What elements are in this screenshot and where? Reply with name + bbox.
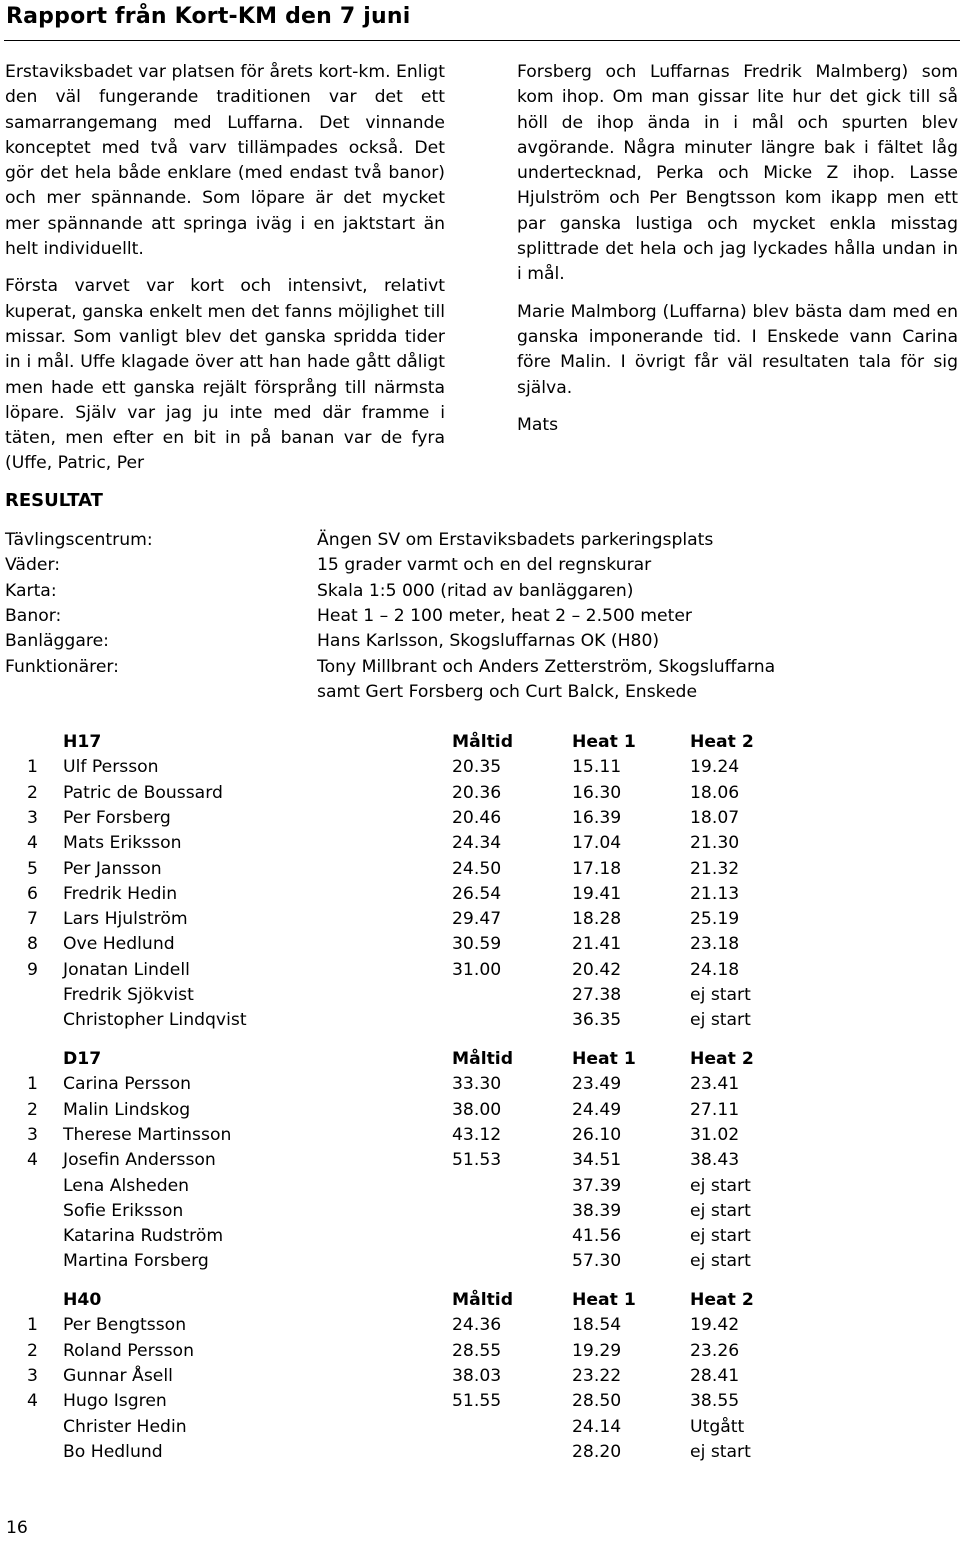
total-time: 38.03 bbox=[452, 1365, 502, 1386]
info-label: Tävlingscentrum: bbox=[5, 530, 153, 550]
result-row bbox=[0, 1315, 960, 1340]
result-row bbox=[0, 833, 960, 858]
info-label: Funktionärer: bbox=[5, 656, 119, 677]
placing: 7 bbox=[27, 909, 38, 930]
result-row bbox=[0, 960, 960, 985]
heat2-time: Utgått bbox=[690, 1416, 745, 1437]
heat2-time: 27.11 bbox=[690, 1099, 740, 1120]
runner-name: Christer Hedin bbox=[63, 1416, 187, 1437]
total-time: 20.36 bbox=[452, 782, 502, 803]
heat2-time: ej start bbox=[690, 1010, 751, 1031]
heat1-time: 16.30 bbox=[572, 782, 622, 803]
total-time: 26.54 bbox=[452, 883, 502, 904]
runner-name: Per Jansson bbox=[63, 858, 162, 879]
heat1-time: 19.29 bbox=[572, 1340, 622, 1361]
total-time: 24.50 bbox=[452, 858, 502, 879]
heat2-time: ej start bbox=[690, 1441, 751, 1462]
heat1-time: 23.22 bbox=[572, 1365, 622, 1386]
class-header-row bbox=[0, 732, 960, 757]
placing: 3 bbox=[27, 1124, 38, 1145]
placing: 4 bbox=[27, 1150, 38, 1171]
result-row bbox=[0, 1074, 960, 1099]
heat2-time: ej start bbox=[690, 1175, 751, 1196]
heat2-time: 18.07 bbox=[690, 807, 740, 828]
heat1-time: 23.49 bbox=[572, 1074, 622, 1095]
placing: 6 bbox=[27, 883, 38, 904]
total-time: 38.00 bbox=[452, 1099, 502, 1120]
page-title: Rapport från Kort-KM den 7 juni bbox=[6, 4, 411, 29]
runner-name: Patric de Boussard bbox=[63, 782, 223, 803]
heat2-time: 19.42 bbox=[690, 1315, 740, 1336]
result-row bbox=[0, 1201, 960, 1226]
runner-name: Per Bengtsson bbox=[63, 1315, 187, 1336]
heat2-time: 28.41 bbox=[690, 1365, 740, 1386]
runner-name: Hugo Isgren bbox=[63, 1391, 167, 1412]
placing: 2 bbox=[27, 1340, 38, 1361]
result-row bbox=[0, 757, 960, 782]
page-number: 16 bbox=[6, 1518, 28, 1538]
runner-name: Fredrik Hedin bbox=[63, 883, 178, 904]
runner-name: Bo Hedlund bbox=[63, 1441, 163, 1462]
placing: 8 bbox=[27, 934, 38, 955]
article-left-column bbox=[5, 60, 445, 477]
placing: 1 bbox=[27, 1074, 38, 1095]
info-value: Hans Karlsson, Skogsluffarnas OK (H80) bbox=[317, 631, 660, 652]
heat2-time: 23.18 bbox=[690, 934, 740, 955]
info-value: Heat 1 – 2 100 meter, heat 2 – 2.500 meter bbox=[317, 605, 693, 626]
placing: 1 bbox=[27, 1315, 38, 1336]
heat2-time: 21.13 bbox=[690, 883, 740, 904]
column-header-heat1: Heat 1 bbox=[572, 1290, 636, 1310]
info-label: Karta: bbox=[5, 580, 57, 601]
class-name: D17 bbox=[63, 1049, 102, 1069]
heat1-time: 41.56 bbox=[572, 1226, 622, 1247]
total-time: 28.55 bbox=[452, 1340, 502, 1361]
article-paragraph: Marie Malmborg (Luffarna) blev bästa dam med en ganska imponerande tid. I Enskede vann Carina före Malin. I övrigt får väl resultaten tala för sig själva. bbox=[517, 301, 958, 398]
total-time: 51.53 bbox=[452, 1150, 502, 1171]
heat1-time: 57.30 bbox=[572, 1251, 622, 1272]
article-paragraph: Erstaviksbadet var platsen för årets kort-km. Enligt den väl fungerande traditionen var det ett samarrangemang med Luffarna. Det vinnande konceptet med två varv tillämpades också. Det gör det hela både enklare (med endast två banor) och mer spännande. Som löpare är det mycket mer spännande att springa iväg i en jaktstart än helt individuellt. bbox=[5, 62, 445, 260]
article-signature: Mats bbox=[517, 414, 559, 435]
results-heading: RESULTAT bbox=[5, 490, 103, 511]
column-header-total: Måltid bbox=[452, 1049, 514, 1069]
runner-name: Gunnar Åsell bbox=[63, 1365, 173, 1386]
heat1-time: 17.04 bbox=[572, 833, 622, 854]
class-header-row bbox=[0, 1049, 960, 1074]
runner-name: Mats Eriksson bbox=[63, 833, 182, 854]
placing: 9 bbox=[27, 959, 38, 980]
heat1-time: 17.18 bbox=[572, 858, 622, 879]
heat2-time: ej start bbox=[690, 985, 751, 1005]
class-name: H40 bbox=[63, 1290, 102, 1310]
info-label: Väder: bbox=[5, 555, 60, 576]
class-header-row bbox=[0, 1290, 960, 1315]
runner-name: Ove Hedlund bbox=[63, 934, 175, 955]
runner-name: Lena Alsheden bbox=[63, 1175, 190, 1196]
heat2-time: 18.06 bbox=[690, 782, 740, 803]
total-time: 24.36 bbox=[452, 1315, 502, 1336]
article-right-column bbox=[517, 60, 958, 438]
result-row bbox=[0, 1366, 960, 1391]
result-row bbox=[0, 909, 960, 934]
heat1-time: 24.14 bbox=[572, 1416, 622, 1437]
total-time: 30.59 bbox=[452, 934, 502, 955]
runner-name: Katarina Rudström bbox=[63, 1226, 224, 1247]
heat1-time: 15.11 bbox=[572, 757, 622, 778]
total-time: 20.35 bbox=[452, 757, 502, 778]
heat2-time: ej start bbox=[690, 1251, 751, 1272]
placing: 5 bbox=[27, 858, 38, 879]
heat1-time: 21.41 bbox=[572, 934, 622, 955]
runner-name: Roland Persson bbox=[63, 1340, 194, 1361]
heat1-time: 38.39 bbox=[572, 1200, 622, 1221]
total-time: 24.34 bbox=[452, 833, 502, 854]
heat2-time: 38.43 bbox=[690, 1150, 740, 1171]
result-row bbox=[0, 1125, 960, 1150]
heat1-time: 24.49 bbox=[572, 1099, 622, 1120]
info-value: samt Gert Forsberg och Curt Balck, Enskede bbox=[317, 681, 698, 702]
heat2-time: 38.55 bbox=[690, 1391, 740, 1412]
runner-name: Martina Forsberg bbox=[63, 1251, 209, 1272]
placing: 2 bbox=[27, 782, 38, 803]
result-row bbox=[0, 1341, 960, 1366]
heat2-time: ej start bbox=[690, 1200, 751, 1221]
result-row bbox=[0, 783, 960, 808]
title-rule bbox=[4, 40, 960, 41]
runner-name: Therese Martinsson bbox=[63, 1124, 232, 1145]
heat1-time: 26.10 bbox=[572, 1124, 622, 1145]
info-value: Ängen SV om Erstaviksbadets parkeringsplats bbox=[317, 530, 714, 550]
total-time: 51.55 bbox=[452, 1391, 502, 1412]
heat1-time: 28.20 bbox=[572, 1441, 622, 1462]
result-row bbox=[0, 1010, 960, 1035]
result-row bbox=[0, 1442, 960, 1467]
result-row bbox=[0, 1417, 960, 1442]
result-row bbox=[0, 884, 960, 909]
heat2-time: 24.18 bbox=[690, 959, 740, 980]
runner-name: Christopher Lindqvist bbox=[63, 1010, 247, 1031]
heat2-time: 25.19 bbox=[690, 909, 740, 930]
info-value: 15 grader varmt och en del regnskurar bbox=[317, 555, 652, 576]
heat2-time: 19.24 bbox=[690, 757, 740, 778]
heat1-time: 19.41 bbox=[572, 883, 622, 904]
runner-name: Per Forsberg bbox=[63, 807, 171, 828]
runner-name: Jonatan Lindell bbox=[63, 959, 190, 980]
column-header-heat1: Heat 1 bbox=[572, 732, 636, 752]
heat1-time: 27.38 bbox=[572, 985, 622, 1005]
result-row bbox=[0, 1251, 960, 1276]
column-header-total: Måltid bbox=[452, 732, 514, 752]
total-time: 43.12 bbox=[452, 1124, 502, 1145]
placing: 1 bbox=[27, 757, 38, 778]
info-label: Banläggare: bbox=[5, 631, 109, 652]
result-row bbox=[0, 934, 960, 959]
heat1-time: 28.50 bbox=[572, 1391, 622, 1412]
heat2-time: 23.41 bbox=[690, 1074, 740, 1095]
result-row bbox=[0, 859, 960, 884]
column-header-heat2: Heat 2 bbox=[690, 1290, 754, 1310]
column-header-total: Måltid bbox=[452, 1290, 514, 1310]
class-name: H17 bbox=[63, 732, 102, 752]
article-paragraph: Första varvet var kort och intensivt, relativt kuperat, ganska enkelt men det fanns möjlighet till missar. Som vanligt blev det ganska spridda tider in i mål. Uffe klagade över att han hade gått dåligt men hade ett ganska rejält försprång till närmsta löpare. Själv var jag ju inte med där framme i täten, men efter en bit in på banan var de fyra (Uffe, Patric, Per bbox=[5, 276, 445, 474]
result-row bbox=[0, 1391, 960, 1416]
placing: 4 bbox=[27, 1391, 38, 1412]
info-label: Banor: bbox=[5, 605, 62, 626]
total-time: 33.30 bbox=[452, 1074, 502, 1095]
column-header-heat2: Heat 2 bbox=[690, 732, 754, 752]
result-row bbox=[0, 985, 960, 1010]
heat2-time: 23.26 bbox=[690, 1340, 740, 1361]
total-time: 20.46 bbox=[452, 807, 502, 828]
column-header-heat1: Heat 1 bbox=[572, 1049, 636, 1069]
heat2-time: 31.02 bbox=[690, 1124, 740, 1145]
placing: 4 bbox=[27, 833, 38, 854]
total-time: 29.47 bbox=[452, 909, 502, 930]
heat1-time: 37.39 bbox=[572, 1175, 622, 1196]
heat1-time: 18.28 bbox=[572, 909, 622, 930]
heat1-time: 18.54 bbox=[572, 1315, 622, 1336]
result-row bbox=[0, 1150, 960, 1175]
placing: 3 bbox=[27, 807, 38, 828]
runner-name: Sofie Eriksson bbox=[63, 1200, 184, 1221]
heat2-time: 21.32 bbox=[690, 858, 740, 879]
runner-name: Malin Lindskog bbox=[63, 1099, 191, 1120]
result-row bbox=[0, 808, 960, 833]
result-row bbox=[0, 1100, 960, 1125]
heat1-time: 20.42 bbox=[572, 959, 622, 980]
total-time: 31.00 bbox=[452, 959, 502, 980]
column-header-heat2: Heat 2 bbox=[690, 1049, 754, 1069]
runner-name: Carina Persson bbox=[63, 1074, 191, 1095]
result-row bbox=[0, 1176, 960, 1201]
runner-name: Josefin Andersson bbox=[63, 1150, 216, 1171]
result-row bbox=[0, 1226, 960, 1251]
placing: 2 bbox=[27, 1099, 38, 1120]
heat2-time: ej start bbox=[690, 1226, 751, 1247]
info-value: Tony Millbrant och Anders Zetterström, Skogsluffarna bbox=[317, 656, 776, 677]
runner-name: Lars Hjulström bbox=[63, 909, 188, 930]
article-paragraph: Forsberg och Luffarnas Fredrik Malmberg) som kom ihop. Om man gissar lite hur det gick till så höll de ihop ända in i mål och spurten blev avgörande. Några minuter längre bak i fältet låg undertecknad, Perka och Micke Z ihop. Lasse Hjulström och Per Bengtsson kom ikapp men ett par ganska lustiga och mycket enkla misstag splittrade det hela och jag lyckades hålla undan in i mål. bbox=[517, 62, 958, 285]
runner-name: Ulf Persson bbox=[63, 757, 159, 778]
heat1-time: 36.35 bbox=[572, 1010, 622, 1031]
runner-name: Fredrik Sjökvist bbox=[63, 985, 194, 1005]
heat1-time: 16.39 bbox=[572, 807, 622, 828]
heat2-time: 21.30 bbox=[690, 833, 740, 854]
heat1-time: 34.51 bbox=[572, 1150, 622, 1171]
placing: 3 bbox=[27, 1365, 38, 1386]
info-value: Skala 1:5 000 (ritad av banläggaren) bbox=[317, 580, 634, 601]
